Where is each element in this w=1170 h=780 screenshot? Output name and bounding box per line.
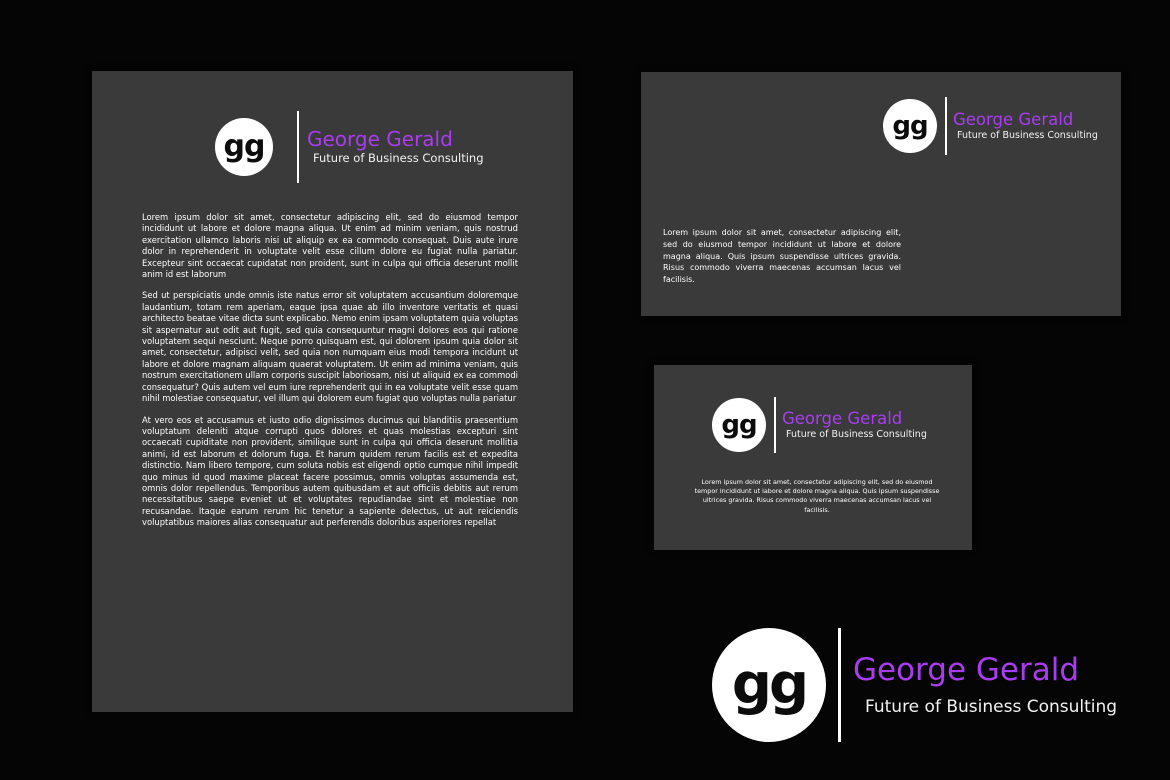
envelope-mockup (641, 72, 1121, 316)
letterhead-paragraph: Sed ut perspiciatis unde omnis iste natus error sit voluptatem accusantium doloremque laudantium, totam rem aperiam, eaque ipsa quae ab illo inventore veritatis et quasi architecto beatae vitae dicta sunt explicabo. Nemo enim ipsam voluptatem quia voluptas sit aspernatur aut odit aut fugit, sed quia consequuntur magni dolores eos qui ratione voluptatem sequi nesciunt. Neque porro quisquam est, qui dolorem ipsum quia dolor sit amet, consectetur, adipisci velit, sed quia non numquam eius modi tempora incidunt ut labore et dolore magnam aliquam quaerat voluptatem. Ut enim ad minima veniam, quis nostrum exercitationem ullam corporis suscipit laboriosam, nisi ut aliquid ex ea commodi consequatur? Quis autem vel eum iure reprehenderit qui in ea voluptate velit esse quam nihil molestiae consequatur, vel illum qui dolorem eum fugiat quo voluptas nulla pariatur (142, 290, 518, 404)
brand-name: George Gerald (853, 651, 1079, 688)
envelope-body (663, 227, 901, 286)
gg-monogram-icon: gg (215, 118, 273, 176)
brand-text (953, 111, 1098, 142)
letterhead-mockup (92, 71, 573, 712)
logo-divider (838, 628, 841, 742)
envelope-paragraph: Lorem ipsum dolor sit amet, consectetur adipiscing elit, sed do eiusmod tempor incididunt ut labore et dolore magna aliqua. Quis ipsum suspendisse ultrices gravida. Risus commodo viverra maecenas accumsan lacus vel facilisis. (663, 228, 901, 285)
main-logo (712, 628, 1117, 742)
logo-divider (945, 97, 947, 155)
business-card-logo (712, 397, 927, 453)
brand-name: George Gerald (307, 127, 453, 152)
brand-text (307, 128, 484, 166)
gg-monogram-icon: gg (712, 398, 766, 452)
brand-text (782, 410, 927, 441)
letterhead-paragraph: At vero eos et accusamus et iusto odio dignissimos ducimus qui blanditiis praesentium voluptatum deleniti atque corrupti quos dolores et quas molestias excepturi sint occaecati cupiditate non provident, similique sunt in culpa qui officia deserunt mollitia animi, id est laborum et dolorum fuga. Et harum quidem rerum facilis est et expedita distinctio. Nam libero tempore, cum soluta nobis est eligendi optio cumque nihil impedit quo minus id quod maxime placeat facere possimus, omnis voluptas assumenda est, omnis dolor repellendus. Temporibus autem quibusdam et aut officiis debitis aut rerum necessitatibus saepe eveniet ut et voluptates repudiandae sint et molestiae non recusandae. Itaque earum rerum hic tenetur a sapiente delectus, ut aut reiciendis voluptatibus maiores alias consequatur aut perferendis doloribus asperiores repellat (142, 414, 518, 528)
logo-divider (774, 397, 776, 453)
brand-name: George Gerald (953, 109, 1074, 129)
gg-monogram-icon: gg (712, 628, 826, 742)
brand-text (853, 653, 1117, 717)
brand-name: George Gerald (782, 408, 903, 428)
letterhead-logo (215, 111, 484, 183)
letterhead-paragraph: Lorem ipsum dolor sit amet, consectetur adipiscing elit, sed do eiusmod tempor incididunt ut labore et dolore magna aliqua. Ut enim ad minim veniam, quis nostrud exercitation ullamco laboris nisi ut aliquip ex ea commodo consequat. Duis aute irure dolor in reprehenderit in voluptate velit esse cillum dolore eu fugiat nulla pariatur. Excepteur sint occaecat cupidatat non proident, sunt in culpa qui officia deserunt mollit anim id est laborum (142, 212, 518, 280)
business-card-body (694, 478, 940, 515)
gg-monogram-icon: gg (883, 99, 937, 153)
business-card-mockup (654, 365, 972, 550)
letterhead-body (142, 212, 518, 529)
brand-tagline: Future of Business Consulting (865, 696, 1118, 717)
envelope-logo (883, 97, 1098, 155)
business-card-paragraph: Lorem ipsum dolor sit amet, consectetur adipiscing elit, sed do eiusmod tempor incididunt ut labore et dolore magna aliqua. Quis ipsum suspendisse ultrices gravida. Risus commodo viverra maecenas accumsan lacus vel facilisis. (694, 478, 940, 514)
brand-tagline: Future of Business Consulting (786, 428, 927, 440)
brand-tagline: Future of Business Consulting (313, 151, 484, 166)
logo-divider (297, 111, 299, 183)
brand-tagline: Future of Business Consulting (957, 129, 1098, 141)
